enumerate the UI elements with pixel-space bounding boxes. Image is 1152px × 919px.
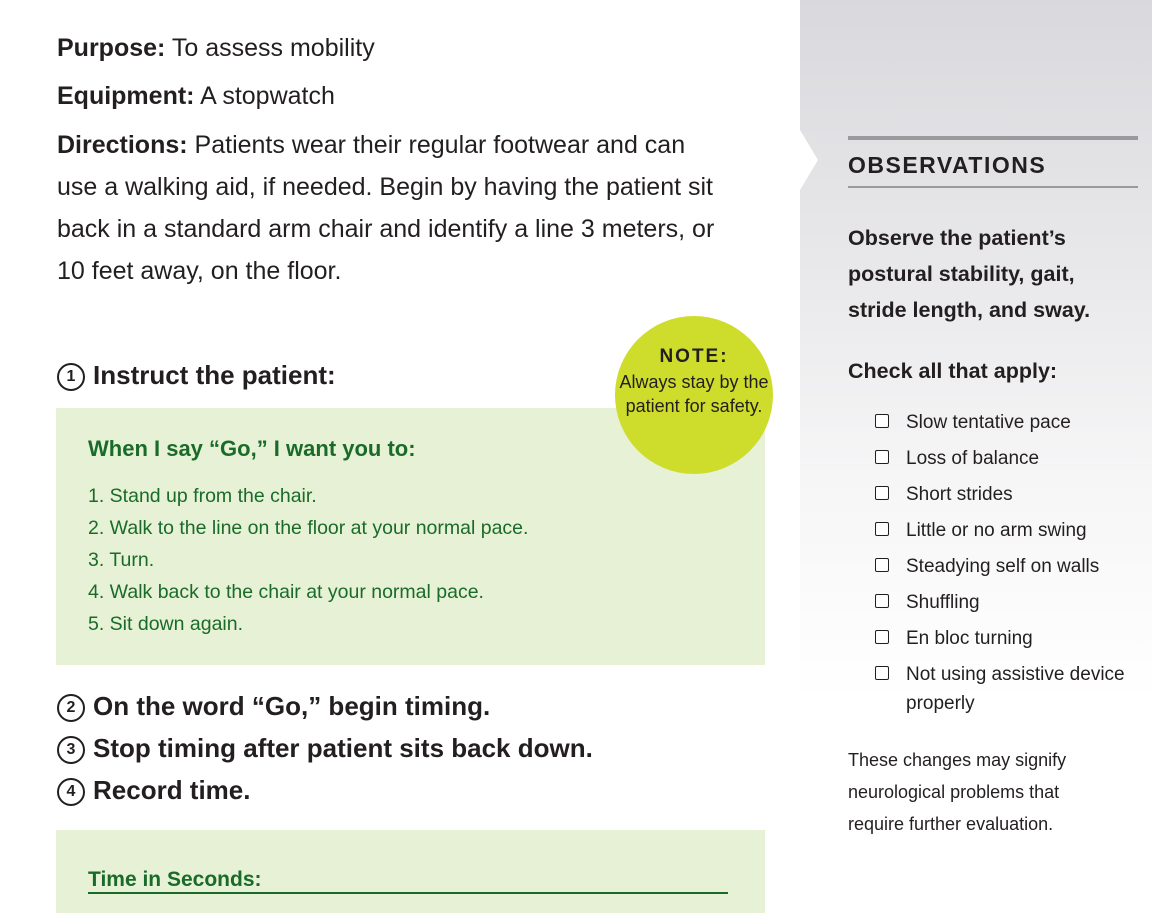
directions-paragraph bbox=[57, 124, 717, 292]
instruction-item: 1. Stand up from the chair. bbox=[88, 485, 317, 507]
checkbox[interactable] bbox=[875, 414, 889, 428]
checkbox[interactable] bbox=[875, 486, 889, 500]
note-title: NOTE: bbox=[659, 346, 729, 367]
divider bbox=[848, 186, 1138, 188]
purpose-text: To assess mobility bbox=[171, 34, 375, 62]
equipment-line bbox=[57, 82, 335, 111]
purpose-label: Purpose: bbox=[57, 34, 166, 62]
equipment-text: A stopwatch bbox=[200, 82, 335, 110]
panel-notch-icon bbox=[800, 130, 818, 190]
check-heading: Check all that apply: bbox=[848, 359, 1058, 383]
directions-text: Patients wear their regular footwear and can use a walking aid, if needed. Begin by having the patient sit back in a standard arm chair and identify a line 3 meters, or 10 feet away, on the floor. bbox=[57, 131, 715, 285]
checklist-label: En bloc turning bbox=[906, 628, 1033, 649]
step-3-number-icon: 3 bbox=[57, 736, 85, 764]
step-1 bbox=[57, 360, 336, 391]
checkbox[interactable] bbox=[875, 450, 889, 464]
observations-title: OBSERVATIONS bbox=[848, 152, 1047, 178]
checklist-label: Steadying self on walls bbox=[906, 556, 1100, 577]
step-2-text: On the word “Go,” begin timing. bbox=[93, 691, 491, 721]
time-box bbox=[56, 830, 765, 913]
purpose-line bbox=[57, 34, 375, 63]
directions-label: Directions: bbox=[57, 131, 188, 159]
checklist-label: Slow tentative pace bbox=[906, 412, 1071, 433]
checkbox[interactable] bbox=[875, 630, 889, 644]
instruction-title: When I say “Go,” I want you to: bbox=[88, 436, 416, 461]
step-1-text: Instruct the patient: bbox=[93, 360, 336, 390]
instruction-list bbox=[88, 480, 528, 640]
instruction-item: 3. Turn. bbox=[88, 549, 155, 571]
step-4-text: Record time. bbox=[93, 775, 251, 805]
checklist-label: Loss of balance bbox=[906, 448, 1040, 469]
checklist-item bbox=[875, 588, 1135, 617]
instruction-item: 2. Walk to the line on the floor at your normal pace. bbox=[88, 517, 529, 539]
step-2 bbox=[57, 691, 490, 722]
instruction-item: 4. Walk back to the chair at your normal pace. bbox=[88, 581, 484, 603]
step-2-number-icon: 2 bbox=[57, 694, 85, 722]
checklist-item bbox=[875, 624, 1135, 653]
checklist-item bbox=[875, 516, 1135, 545]
observations-footer: These changes may signify neurological problems that require further evaluation. bbox=[848, 750, 1067, 834]
checkbox[interactable] bbox=[875, 594, 889, 608]
equipment-label: Equipment: bbox=[57, 82, 195, 110]
checklist-label: Not using assistive device properly bbox=[906, 664, 1125, 714]
divider bbox=[848, 136, 1138, 140]
checkbox[interactable] bbox=[875, 558, 889, 572]
step-3 bbox=[57, 733, 593, 764]
checklist-item bbox=[875, 480, 1135, 509]
instruction-item: 5. Sit down again. bbox=[88, 613, 244, 635]
observation-checklist bbox=[875, 408, 1135, 725]
step-3-text: Stop timing after patient sits back down. bbox=[93, 733, 593, 763]
checklist-item bbox=[875, 408, 1135, 437]
checklist-label: Short strides bbox=[906, 484, 1013, 505]
checkbox[interactable] bbox=[875, 522, 889, 536]
checklist-label: Shuffling bbox=[906, 592, 980, 613]
time-label: Time in Seconds: bbox=[88, 868, 262, 891]
checklist-item bbox=[875, 660, 1135, 718]
observations-panel bbox=[800, 0, 1152, 919]
time-input-line[interactable] bbox=[88, 892, 728, 894]
step-4-number-icon: 4 bbox=[57, 778, 85, 806]
checklist-label: Little or no arm swing bbox=[906, 520, 1087, 541]
checklist-item bbox=[875, 552, 1135, 581]
checkbox[interactable] bbox=[875, 666, 889, 680]
checklist-item bbox=[875, 444, 1135, 473]
note-text: Always stay by the patient for safety. bbox=[619, 372, 769, 416]
note-circle bbox=[615, 316, 773, 474]
observations-intro: Observe the patient’s postural stability, gait, stride length, and sway. bbox=[848, 226, 1091, 322]
step-4 bbox=[57, 775, 251, 806]
step-1-number-icon: 1 bbox=[57, 363, 85, 391]
